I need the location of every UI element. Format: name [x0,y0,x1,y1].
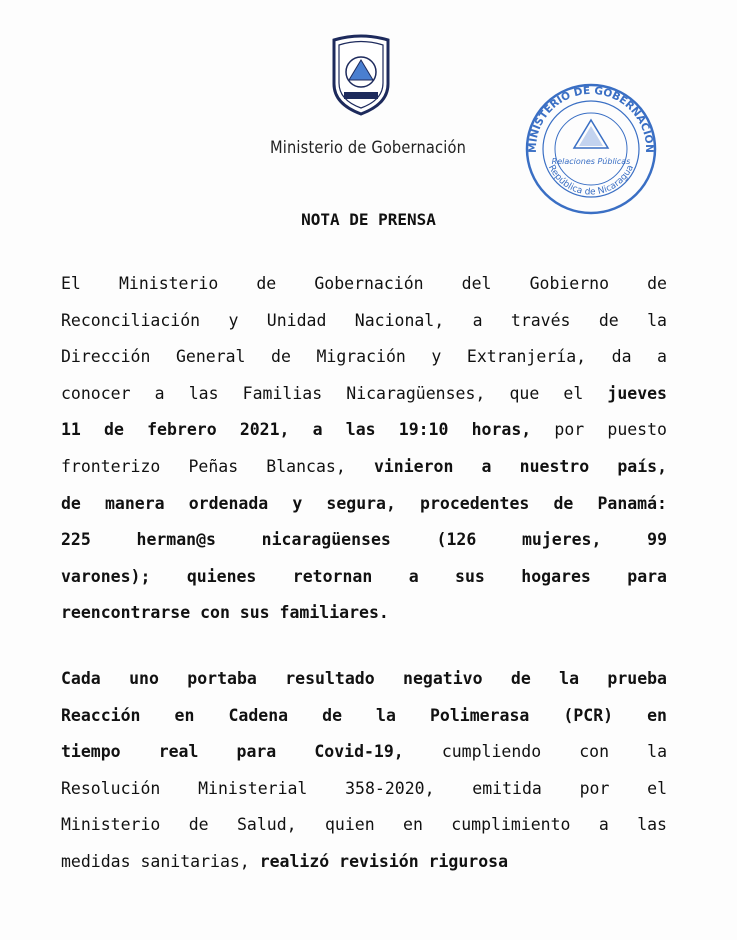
svg-text:República de Nicaragua [546,163,636,197]
bold-text: 225 herman@s nicaragüenses (126 mujeres, 99 [61,530,667,550]
ministry-name: Ministerio de Gobernación [269,138,467,158]
text: Resolución Ministerial 358-2020, emitida por el [61,778,667,798]
text-line [61,522,667,559]
seal-mid-text: Relaciones Públicas [551,157,631,166]
text: por puesto [531,420,667,440]
text-line [61,266,667,303]
text-line [61,449,667,486]
text-line [61,303,667,340]
text-line [61,595,667,632]
bold-text: varones); quienes retornan a sus hogares para [61,566,667,586]
text-line [61,339,667,376]
bold-text: jueves [607,383,667,403]
text: Dirección General de Migración y Extranjería, da a [61,347,667,367]
text: fronterizo Peñas Blancas, [61,456,374,476]
text-line [61,844,667,881]
text: El Ministerio de Gobernación del Gobierno de [61,274,667,293]
bold-text: tiempo real para Covid-19, [61,742,404,762]
text-line [61,734,667,771]
bold-text: realizó revisión rigurosa [259,851,509,871]
seal-outer-text: MINISTERIO DE GOBERNACION [526,84,656,154]
text-line [61,661,667,698]
text-line [61,771,667,808]
bold-text: Reacción en Cadena de la Polimerasa (PCR) en [61,705,667,725]
bold-text: Cada uno portaba resultado negativo de la prueba [61,669,667,688]
seal-bottom-text: República de Nicaragua [545,163,637,198]
text-line [61,559,667,596]
public-relations-seal [522,80,660,218]
bold-text: vinieron a nuestro país, [373,456,667,476]
text-line [61,376,667,413]
paragraph-1 [61,266,667,632]
text: medidas sanitarias, [61,851,260,871]
bold-text: 11 de febrero 2021, a las 19:10 horas, [61,420,532,440]
text: Ministerio de Salud, quien en cumplimiento a las [61,815,667,835]
text: Reconciliación y Unidad Nacional, a través de la [61,310,667,330]
bold-text: de manera ordenada y segura, procedentes de Panamá: [61,493,667,513]
document-title: NOTA DE PRENSA [301,210,436,229]
text-line [61,807,667,844]
text-line [61,486,667,523]
ministry-shield-logo [330,34,392,116]
text-line [61,698,667,735]
text-line [61,412,667,449]
bold-text: reencontrarse con sus familiares. [61,603,389,623]
paragraph-2 [61,661,667,881]
text: conocer a las Familias Nicaragüenses, que el [61,383,608,403]
text: cumpliendo con la [403,742,667,762]
